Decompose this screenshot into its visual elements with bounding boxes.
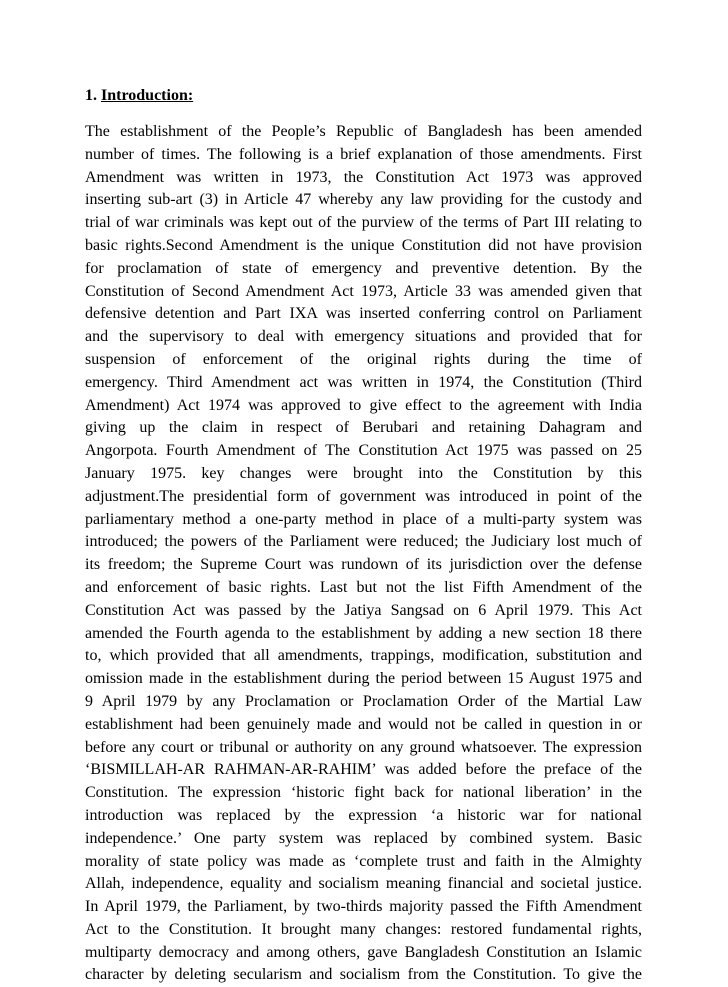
text-line: 9 April 1979 by any Proclamation or Proclamation Order of the Martial Law [85, 692, 642, 710]
text-line: Constitution Act was passed by the Jatiya Sangsad on 6 April 1979. This Act [85, 601, 642, 619]
text-line: parliamentary method a one-party method in place of a multi-party system was [85, 510, 642, 528]
text-line: amended the Fourth agenda to the establishment by adding a new section 18 there [85, 624, 642, 642]
body-paragraph [85, 121, 642, 987]
text-line: character by deleting secularism and socialism from the Constitution. To give the [85, 966, 642, 984]
text-line: its freedom; the Supreme Court was rundown of its jurisdiction over the defense [85, 556, 642, 574]
text-line: January 1975. key changes were brought into the Constitution by this [85, 464, 642, 482]
text-line: introduced; the powers of the Parliament were reduced; the Judiciary lost much of [85, 533, 642, 551]
text-line: omission made in the establishment during the period between 15 August 1975 and [85, 670, 642, 688]
text-line: Act to the Constitution. It brought many changes: restored fundamental rights, [85, 920, 642, 938]
text-line: inserting sub-art (3) in Article 47 whereby any law providing for the custody and [85, 191, 642, 209]
text-line: number of times. The following is a brief explanation of those amendments. First [85, 145, 642, 163]
text-line: for proclamation of state of emergency and preventive detention. By the [85, 259, 642, 277]
text-line: defensive detention and Part IXA was inserted conferring control on Parliament [85, 305, 642, 323]
text-line: emergency. Third Amendment act was written in 1974, the Constitution (Third [85, 373, 642, 391]
text-line: before any court or tribunal or authority on any ground whatsoever. The expression [85, 738, 642, 756]
text-line: independence.’ One party system was replaced by combined system. Basic [85, 829, 642, 847]
section-number: 1. [85, 87, 97, 104]
text-line: Amendment was written in 1973, the Constitution Act 1973 was approved [85, 168, 642, 186]
text-line: to, which provided that all amendments, trappings, modification, substitution and [85, 647, 642, 665]
text-line: multiparty democracy and among others, gave Bangladesh Constitution an Islamic [85, 943, 642, 961]
text-line: The establishment of the People’s Republic of Bangladesh has been amended [85, 123, 642, 140]
text-line: morality of state policy was made as ‘complete trust and faith in the Almighty [85, 852, 642, 870]
text-line: basic rights.Second Amendment is the unique Constitution did not have provision [85, 236, 642, 254]
text-line: Amendment) Act 1974 was approved to give effect to the agreement with India [85, 396, 642, 414]
text-line: suspension of enforcement of the original rights during the time of [85, 350, 642, 368]
text-line: Constitution. The expression ‘historic fight back for national liberation’ in the [85, 784, 642, 802]
text-line: establishment had been genuinely made and would not be called in question in or [85, 715, 642, 733]
text-line: introduction was replaced by the expression ‘a historic war for national [85, 806, 642, 824]
section-heading [85, 84, 193, 108]
text-line: Constitution of Second Amendment Act 1973, Article 33 was amended given that [85, 282, 642, 300]
text-line: and the supervisory to deal with emergency situations and provided that for [85, 328, 642, 346]
text-line: giving up the claim in respect of Berubari and retaining Dahagram and [85, 419, 642, 437]
text-line: ‘BISMILLAH-AR RAHMAN-AR-RAHIM’ was added before the preface of the [85, 761, 642, 779]
section-title: Introduction: [101, 87, 194, 104]
text-line: In April 1979, the Parliament, by two-thirds majority passed the Fifth Amendment [85, 898, 642, 916]
text-line: adjustment.The presidential form of government was introduced in point of the [85, 487, 642, 505]
text-line: Angorpota. Fourth Amendment of The Constitution Act 1975 was passed on 25 [85, 442, 642, 460]
text-line: and enforcement of basic rights. Last but not the list Fifth Amendment of the [85, 578, 642, 596]
text-line: trial of war criminals was kept out of the purview of the terms of Part III relating to [85, 214, 642, 232]
text-line: Allah, independence, equality and socialism meaning financial and societal justice. [85, 875, 642, 893]
